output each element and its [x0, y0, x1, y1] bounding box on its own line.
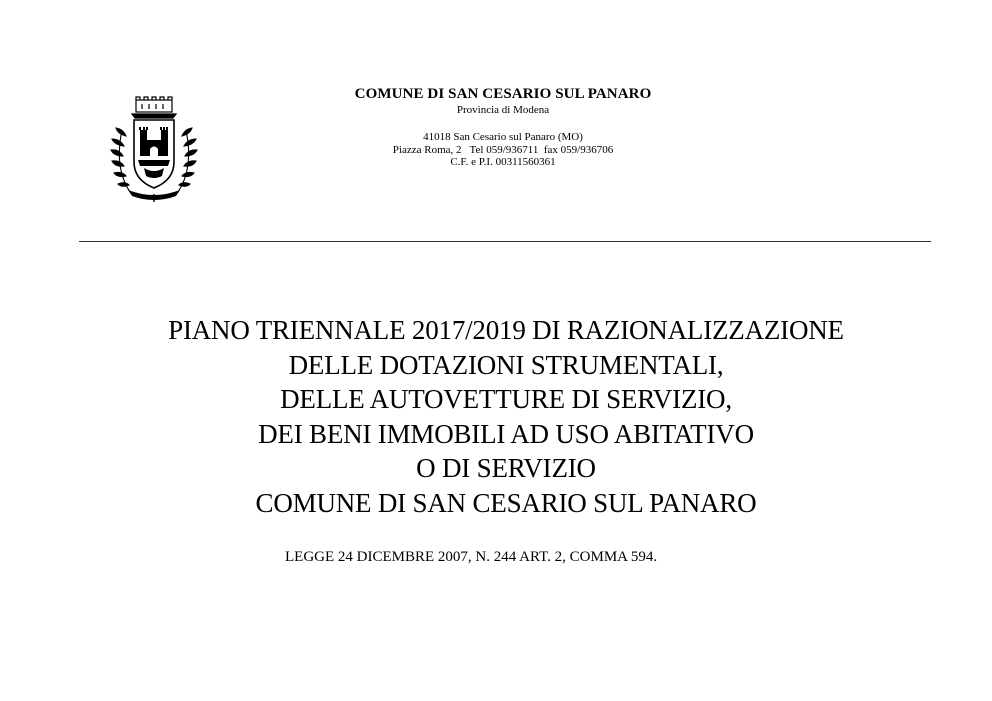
address-line-1: 41018 San Cesario sul Panaro (MO) — [423, 130, 583, 143]
title-line-3: DELLE AUTOVETTURE DI SERVIZIO, — [280, 384, 732, 415]
tax-id-line: C.F. e P.I. 00311560361 — [450, 156, 556, 169]
header-divider — [79, 241, 931, 242]
letterhead — [260, 86, 746, 169]
title-line-1: PIANO TRIENNALE 2017/2019 DI RAZIONALIZZAZIONE — [168, 315, 844, 345]
title-line-5: O DI SERVIZIO — [416, 453, 596, 484]
province-name: Provincia di Modena — [456, 104, 550, 117]
address-line-2: Piazza Roma, 2 Tel 059/936711 fax 059/936706 — [392, 143, 614, 156]
title-line-2: DELLE DOTAZIONI STRUMENTALI, — [288, 349, 724, 380]
title-line-4: DEI BENI IMMOBILI AD USO ABITATIVO — [258, 418, 754, 449]
municipality-name: COMUNE DI SAN CESARIO SUL PANARO — [354, 86, 652, 102]
title-line-6: COMUNE DI SAN CESARIO SUL PANARO — [255, 487, 757, 518]
municipal-crest-icon — [104, 96, 204, 202]
law-reference: LEGGE 24 DICEMBRE 2007, N. 244 ART. 2, COMMA 594. — [285, 549, 658, 565]
document-title — [60, 313, 952, 521]
